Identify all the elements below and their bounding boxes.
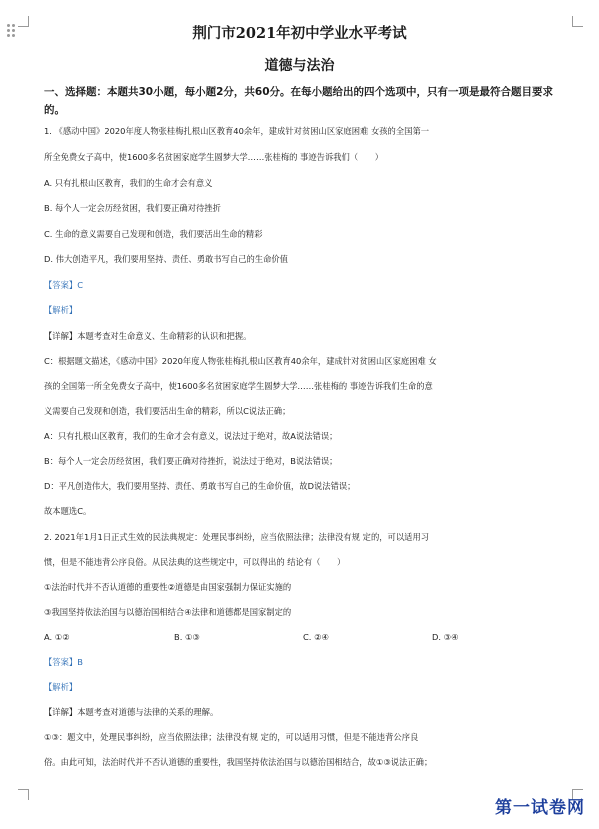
q2-detail-line-1: ①③：题文中，处理民事纠纷，应当依照法律；法律没有规 定的，可以适用习惯，但是不能违背公序良 (44, 732, 419, 742)
q2-option-d: D. ③④ (432, 632, 459, 642)
q1-option-b: B. 每个人一定会历经贫困，我们要正确对待挫折 (44, 203, 221, 213)
q2-stem-line-1: 2. 2021年1月1日正式生效的民法典规定：处理民事纠纷，应当依照法律；法律没有规 定的，可以适用习 (44, 532, 430, 542)
q2-statements-line-2: ③我国坚持依法治国与以德治国相结合④法律和道德都是国家制定的 (44, 607, 292, 617)
q2-answer-label: 【答案】B (44, 657, 83, 667)
q2-option-a: A. ①② (44, 632, 70, 642)
q1-option-c: C. 生命的意义需要自己发现和创造，我们要活出生命的精彩 (44, 229, 263, 239)
q1-answer-label: 【答案】C (44, 280, 83, 290)
q1-option-a: A. 只有扎根山区教育，我们的生命才会有意义 (44, 178, 213, 188)
q1-detail-line-4: A：只有扎根山区教育，我们的生命才会有意义，说法过于绝对，故A说法错误； (44, 431, 338, 441)
q1-detail-line-2: 孩的全国第一所全免费女子高中，使1600多名贫困家庭学生圆梦大学……张桂梅的 事迹告诉我们生命的意 (44, 381, 433, 391)
section-heading: 一、选择题：本题共30小题，每小题2分，共60分。在每小题给出的四个选项中，只有一项是最符合题目要求的。 (44, 86, 554, 116)
q1-detail-intro: 【详解】本题考查对生命意义、生命精彩的认识和把握。 (44, 331, 252, 341)
q2-analysis-label: 【解析】 (44, 682, 78, 692)
crop-mark-bottom-left (18, 789, 29, 800)
exam-title: 荆门市2021年初中学业水平考试 (192, 25, 407, 42)
q1-detail-line-3: 义需要自己发现和创造，我们要活出生命的精彩，所以C说法正确； (44, 406, 291, 416)
subject-title: 道德与法治 (264, 58, 335, 74)
q2-statements-line-1: ①法治时代并不否认道德的重要性②道德是由国家强制力保证实施的 (44, 582, 292, 592)
q1-detail-line-5: B：每个人一定会历经贫困，我们要正确对待挫折，说法过于绝对，B说法错误； (44, 456, 338, 466)
q1-detail-line-6: D：平凡创造伟大，我们要用坚持、责任、勇敢书写自己的生命价值，故D说法错误； (44, 481, 356, 491)
q1-stem-line-1: 1. 《感动中国》2020年度人物张桂梅扎根山区教育40余年，建成针对贫困山区家庭困难 女孩的全国第一 (44, 126, 430, 136)
q2-detail-intro: 【详解】本题考查对道德与法律的关系的理解。 (44, 707, 219, 717)
q2-detail-line-2: 俗。由此可知，法治时代并不否认道德的重要性，我国坚持依法治国与以德治国相结合，故①③说法正确； (44, 757, 433, 767)
q1-option-d: D. 伟大创造平凡，我们要用坚持、责任、勇敢书写自己的生命价值 (44, 254, 288, 264)
q2-option-b: B. ①③ (174, 632, 200, 642)
q2-option-c: C. ②④ (303, 632, 329, 642)
q1-analysis-label: 【解析】 (44, 305, 78, 315)
q1-detail-line-1: C：根据题文描述，《感动中国》2020年度人物张桂梅扎根山区教育40余年，建成针对贫困山区家庭困难 女 (44, 356, 437, 366)
q1-stem-line-2: 所全免费女子高中，使1600多名贫困家庭学生圆梦大学……张桂梅的 事迹告诉我们（ ） (44, 152, 384, 162)
q2-stem-line-2: 惯，但是不能违背公序良俗。从民法典的这些规定中，可以得出的 结论有（ ） (44, 557, 346, 567)
site-watermark: 第一试卷网 (495, 798, 585, 818)
q1-conclusion: 故本题选C。 (44, 506, 92, 516)
